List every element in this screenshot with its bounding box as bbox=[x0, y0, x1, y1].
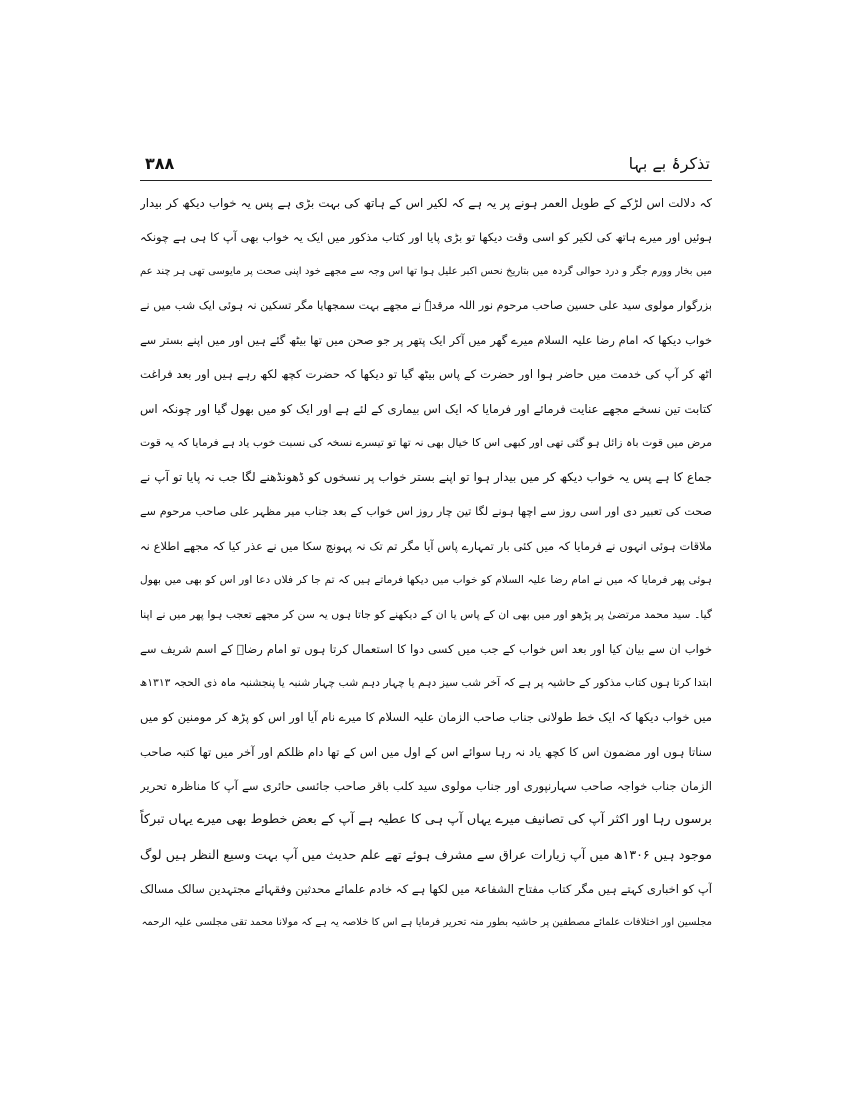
text-line: گیا۔ سید محمد مرتضیٰ پر پڑھو اور میں بھی ان کے پاس یا ان کے دیکھنے کو جاتا ہوں یہ سن کر مجھے تعجب ہوا پھر میں نے اپنا bbox=[140, 607, 712, 621]
running-head bbox=[145, 152, 710, 178]
text-line: خواب ان سے بیان کیا اور بعد اس خواب کے جب میں کسی دوا کا استعمال کرتا ہوں تو امام رضاؑ کے اسم شریف سے bbox=[140, 641, 712, 656]
text-line: آپ کو اخباری کہتے ہیں مگر کتاب مفتاح الشفاعۃ میں لکھا ہے کہ خادم علمائے محدثین وفقہائے مجتہدین سالک مسالک bbox=[140, 881, 712, 896]
running-title: تذکرۂ بے بہا bbox=[628, 154, 710, 173]
text-line: میں بخار وورم جگر و درد حوالی گردہ میں بتاریخ نحس اکبر علیل ہوا تھا اس وجہ سے مجھے خود اپنی صحت پر مایوسی تھی ہر چند عم bbox=[140, 265, 712, 277]
text-line: بزرگوار مولوی سید علی حسین صاحب مرحوم نور اللہ مرقدہٗ نے مجھے بہت سمجھایا مگر تسکین نہ ہوئی ایک شب میں نے bbox=[140, 298, 712, 312]
body-text bbox=[140, 186, 712, 941]
header-rule bbox=[140, 180, 712, 181]
text-line: موجود ہیں ۱۳۰۶ھ میں آپ زیارات عراق سے مشرف ہوئے تھے علم حدیث میں آپ بہت وسیع النظر ہیں لوگ bbox=[140, 846, 712, 862]
text-line: برسوں رہا اور اکثر آپ کی تصانیف میرے یہاں آپ ہی کا عطیہ ہے آپ کے بعض خطوط بھی میرے یہاں تبرکاً bbox=[140, 812, 712, 828]
text-line: کتابت تین نسخے مجھے عنایت فرمائے اور فرمایا کہ ایک اس بیماری کے لئے ہے اور ایک کو میں بھول گیا اور چونکہ اس bbox=[140, 401, 712, 416]
text-line: الزمان جناب خواجہ صاحب سہارنپوری اور جناب مولوی سید کلب باقر صاحب جائسی حائری سے آپ کا مناظرہ تحریر bbox=[140, 779, 712, 794]
text-line: ہوئیں اور میرے ہاتھ کی لکیر کو اسی وقت دیکھا تو بڑی پایا اور کتاب مذکور میں ایک یہ خواب بھی آپ کا ہی ہے چونکہ bbox=[140, 230, 712, 245]
text-line: میں خواب دیکھا کہ ایک خط طولانی جناب صاحب الزمان علیہ السلام کا میرے نام آیا اور اس کو پڑھ کر مومنین کو میں bbox=[140, 710, 712, 725]
text-line: ابتدا کرتا ہوں کتاب مذکور کے حاشیہ پر ہے کہ آخر شب سیز دہم یا چہار دہم شب چہار شنبہ یا پنجشنبہ ماہ ذی الحجہ ۱۳۱۳ھ bbox=[140, 676, 712, 690]
text-line: خواب دیکھا کہ امام رضا علیہ السلام میرے گھر میں آکر ایک پتھر پر جو صحن میں تھا بیٹھ گئے ہیں اور میں اپنے بستر سے bbox=[140, 333, 712, 348]
text-line: سناتا ہوں اور مضمون اس کا کچھ یاد نہ رہا سوائے اس کے اول میں اس کے تھا دام ظلکم اور آخر میں تھا کتبہ صاحب bbox=[140, 744, 712, 759]
text-line: صحت کی تعبیر دی اور اسی روز سے اچھا ہونے لگا تین چار روز اس خواب کے بعد جناب میر مظہر علی صاحب مرحوم سے bbox=[140, 504, 712, 518]
text-line: اٹھ کر آپ کی خدمت میں حاضر ہوا اور حضرت کے پاس بیٹھ گیا تو دیکھا کہ حضرت کچھ لکھ رہے ہیں اور بعد فراغت bbox=[140, 367, 712, 382]
page-number: ۳۸۸ bbox=[145, 154, 175, 173]
text-line: جماع کا ہے پس یہ خواب دیکھ کر میں بیدار ہوا تو اپنے بستر خواب پر نسخوں کو ڈھونڈھنے لگا جب نہ پایا تو آپ نے bbox=[140, 470, 712, 485]
text-line: مجلسین اور اختلافات علمائے مصطفین پر حاشیہ بطور منہ تحریر فرمایا ہے اس کا خلاصہ یہ ہے کہ مولانا محمد تقی مجلسی علیہ الرحمہ bbox=[141, 917, 712, 929]
text-line: ہوئی پھر فرمایا کہ میں نے امام رضا علیہ السلام کو خواب میں دیکھا فرماتے ہیں کہ تم جا کر فلاں دعا اور اس کو بھی میں بھول bbox=[140, 574, 712, 587]
text-line: ملاقات ہوئی انہوں نے فرمایا کہ میں کئی بار تمہارے پاس آیا مگر تم تک نہ پہونچ سکا میں نے عذر کیا کہ مجھے اطلاع نہ bbox=[140, 538, 712, 553]
text-line: کہ دلالت اس لڑکے کے طویل العمر ہونے پر یہ ہے کہ لکیر اس کے ہاتھ کی بہت بڑی ہے پس یہ خواب دیکھ کر بیدار bbox=[140, 196, 712, 210]
text-line: مرض میں قوت باہ زائل ہو گئی تھی اور کبھی اس کا خیال بھی نہ تھا تو تیسرے نسخہ کی نسبت خوب یاد ہے فرمایا کہ یہ قوت bbox=[140, 436, 712, 450]
